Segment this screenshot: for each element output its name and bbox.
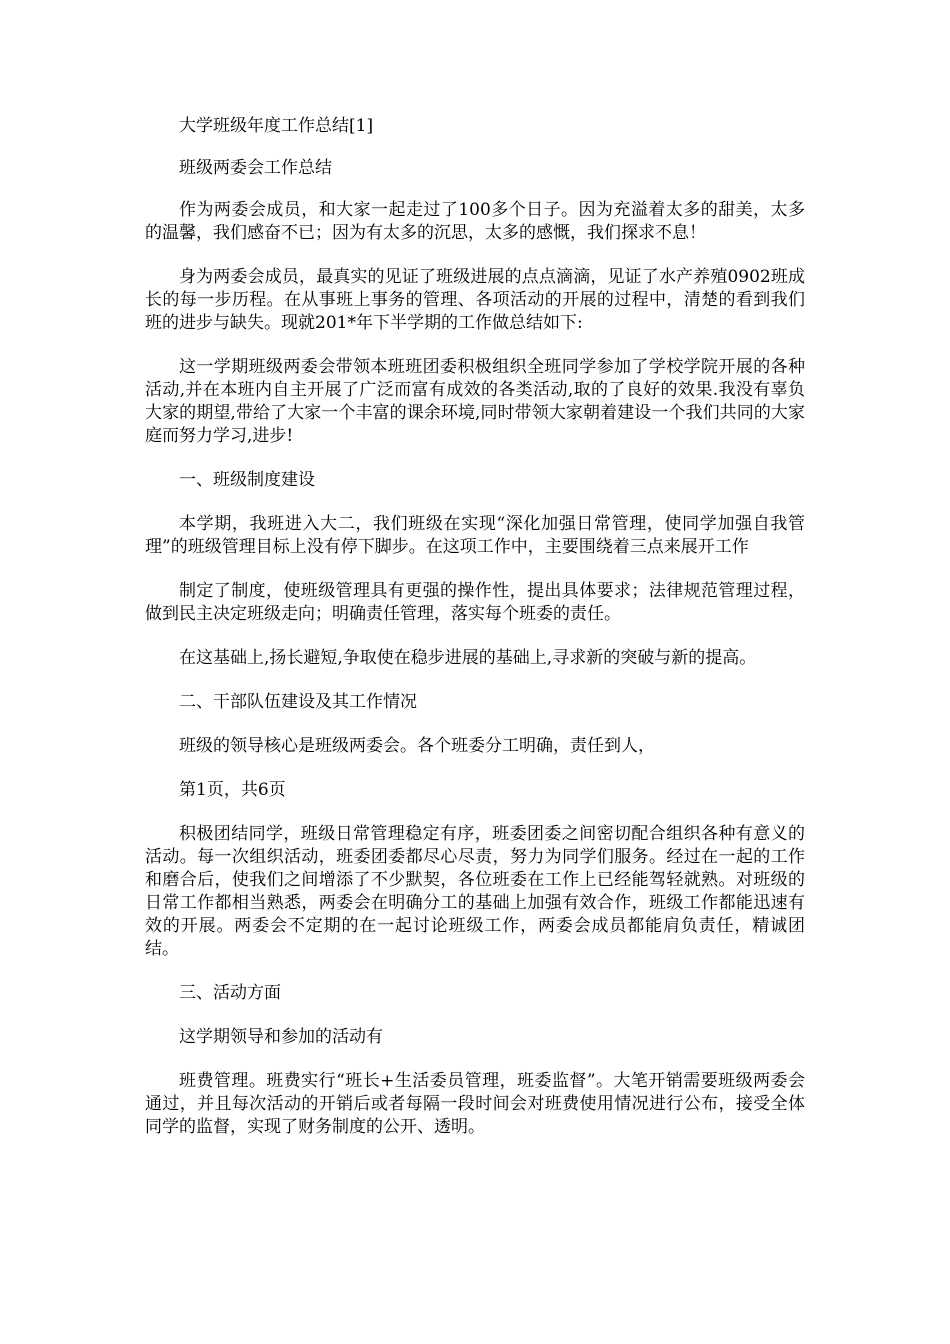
paragraph: 班级的领导核心是班级两委会。各个班委分工明确，责任到人，	[179, 736, 655, 756]
paragraph: 作为两委会成员，和大家一起走过了100多个日子。因为充溢着太多的甜美，太多的温馨，我们感奋不已；因为有太多的沉思，太多的感慨，我们探求不息！	[145, 200, 805, 243]
paragraph: 这一学期班级两委会带领本班班团委积极组织全班同学参加了学校学院开展的各种活动,并在本班内自主开展了广泛而富有成效的各类活动,取的了良好的效果.我没有辜负大家的期望,带给了大家一个丰富的课余环境,同时带领大家朝着建设一个我们共同的大家庭而努力学习,进步!	[145, 357, 805, 446]
paragraph: 本学期，我班进入大二，我们班级在实现“深化加强日常管理，使同学加强自我管理”的班级管理目标上没有停下脚步。在这项工作中，主要围绕着三点来展开工作	[145, 514, 805, 557]
section-heading: 二、干部队伍建设及其工作情况	[179, 692, 417, 712]
paragraph: 身为两委会成员，最真实的见证了班级进展的点点滴滴，见证了水产养殖0902班成长的每一步历程。在从事班上事务的管理、各项活动的开展的过程中，清楚的看到我们班的进步与缺失。现就201*年下半学期的工作做总结如下:	[145, 267, 805, 333]
paragraph: 积极团结同学，班级日常管理稳定有序，班委团委之间密切配合组织各种有意义的活动。每一次组织活动，班委团委都尽心尽责，努力为同学们服务。经过在一起的工作和磨合后，使我们之间增添了不少默契，各位班委在工作上已经能驾轻就熟。对班级的日常工作都相当熟悉，两委会在明确分工的基础上加强有效合作，班级工作都能迅速有效的开展。两委会不定期的在一起讨论班级工作，两委会成员都能肩负责任，精诚团结。	[145, 824, 805, 959]
paragraph: 制定了制度，使班级管理具有更强的操作性，提出具体要求；法律规范管理过程，做到民主决定班级走向；明确责任管理，落实每个班委的责任。	[145, 581, 805, 624]
document-subtitle: 班级两委会工作总结	[179, 158, 332, 178]
paragraph: 在这基础上,扬长避短,争取使在稳步进展的基础上,寻求新的突破与新的提高。	[179, 648, 757, 668]
page-number: 第1页，共6页	[179, 780, 286, 800]
document-title: 大学班级年度工作总结[1]	[179, 116, 374, 136]
paragraph: 班费管理。班费实行“班长+生活委员管理，班委监督”。大笔开销需要班级两委会通过，并且每次活动的开销后或者每隔一段时间会对班费使用情况进行公布，接受全体同学的监督，实现了财务制度的公开、透明。	[145, 1071, 805, 1137]
paragraph: 这学期领导和参加的活动有	[179, 1027, 383, 1047]
section-heading: 一、班级制度建设	[179, 470, 315, 490]
document-body	[145, 115, 805, 1160]
section-heading: 三、活动方面	[179, 983, 281, 1003]
